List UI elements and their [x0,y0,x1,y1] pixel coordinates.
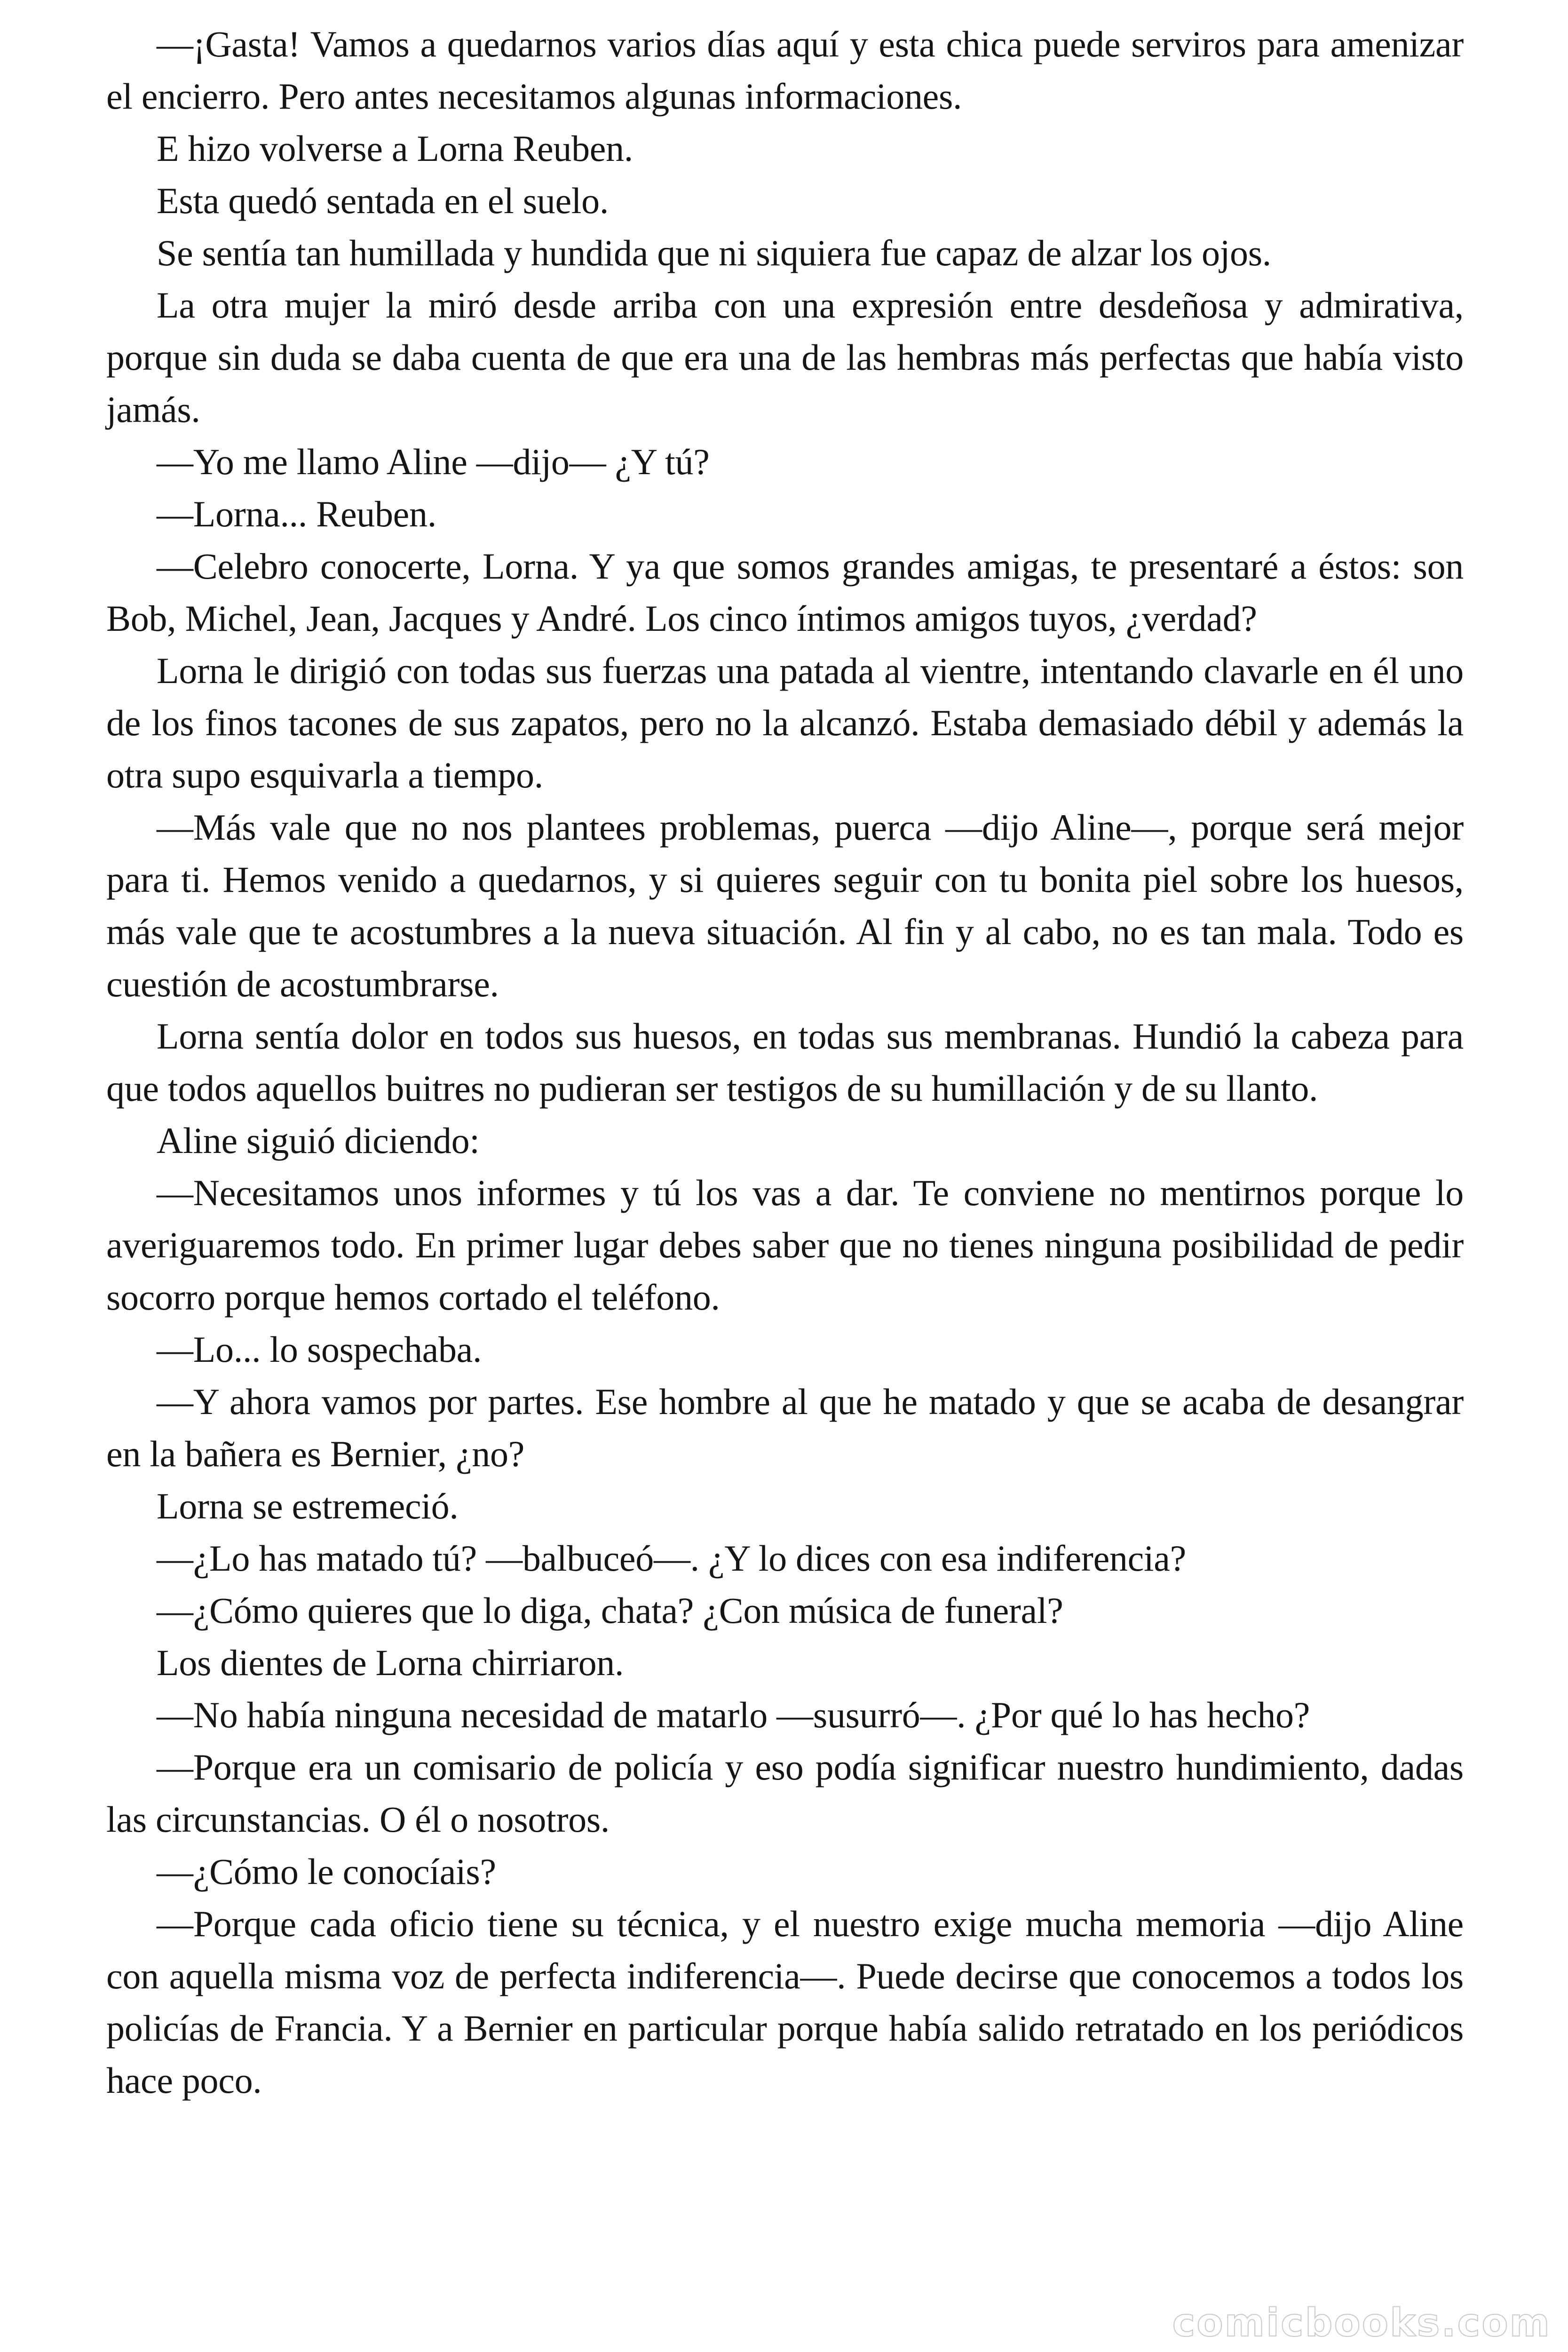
paragraph-9: Lorna le dirigió con todas sus fuerzas una patada al vientre, intentando clavarle en él uno de los finos tacones de sus zapatos, pero no la alcanzó. Estaba demasiado débil y además la otra supo esquivarla a tiempo. [106,650,1464,795]
book-page [106,0,1464,2352]
paragraph-19: Los dientes de Lorna chirriaron. [157,1642,624,1683]
paragraph-21: —Porque era un comisario de policía y eso podía significar nuestro hundimiento, dadas las circunstancias. O él o nosotros. [106,1747,1464,1840]
paragraph-8: —Celebro conocerte, Lorna. Y ya que somos grandes amigas, te presentaré a éstos: son Bob, Michel, Jean, Jacques y André. Los cinco íntimos amigos tuyos, ¿verdad? [106,546,1464,639]
paragraph-17: —¿Lo has matado tú? —balbuceó—. ¿Y lo dices con esa indiferencia? [157,1538,1186,1579]
paragraph-7: —Lorna... Reuben. [157,493,436,534]
paragraph-1: —¡Gasta! Vamos a quedarnos varios días aquí y esta chica puede serviros para amenizar el encierro. Pero antes necesitamos algunas informaciones. [106,24,1464,117]
paragraph-20: —No había ninguna necesidad de matarlo —susurró—. ¿Por qué lo has hecho? [157,1694,1310,1735]
paragraph-12: Aline siguió diciendo: [157,1120,480,1161]
paragraph-13: —Necesitamos unos informes y tú los vas a dar. Te conviene no mentirnos porque lo averiguaremos todo. En primer lugar debes saber que no tienes ninguna posibilidad de pedir socorro porque hemos cortado el teléfono. [106,1172,1464,1318]
paragraph-2: E hizo volverse a Lorna Reuben. [157,128,634,169]
paragraph-3: Esta quedó sentada en el suelo. [157,180,609,221]
paragraph-16: Lorna se estremeció. [157,1486,459,1526]
paragraph-6: —Yo me llamo Aline —dijo— ¿Y tú? [157,441,710,482]
paragraph-5: La otra mujer la miró desde arriba con una expresión entre desdeñosa y admirativa, porque sin duda se daba cuenta de que era una de las hembras más perfectas que había visto jamás. [106,285,1464,430]
paragraph-10: —Más vale que no nos plantees problemas, puerca —dijo Aline—, porque será mejor para ti. Hemos venido a quedarnos, y si quieres seguir con tu bonita piel sobre los huesos, más vale que te acostumbres a la nueva situación. Al fin y al cabo, no es tan mala. Todo es cuestión de acostumbrarse. [106,807,1464,1004]
paragraph-23: —Porque cada oficio tiene su técnica, y el nuestro exige mucha memoria —dijo Aline con aquella misma voz de perfecta indiferencia—. Puede decirse que conocemos a todos los policías de Francia. Y a Bernier en particular porque había salido retratado en los periódicos hace poco. [106,1903,1464,2101]
paragraph-18: —¿Cómo quieres que lo diga, chata? ¿Con música de funeral? [157,1590,1063,1631]
paragraph-11: Lorna sentía dolor en todos sus huesos, en todas sus membranas. Hundió la cabeza para que todos aquellos buitres no pudieran ser testigos de su humillación y de su llanto. [106,1016,1464,1109]
paragraph-22: —¿Cómo le conocíais? [157,1851,496,1892]
paragraph-15: —Y ahora vamos por partes. Ese hombre al que he matado y que se acaba de desangrar en la bañera es Bernier, ¿no? [106,1381,1464,1474]
page-body [106,18,1464,2106]
paragraph-4: Se sentía tan humillada y hundida que ni siquiera fue capaz de alzar los ojos. [157,232,1271,273]
paragraph-14: —Lo... lo sospechaba. [157,1329,482,1370]
watermark: comicbooks.com [1172,2301,1551,2345]
